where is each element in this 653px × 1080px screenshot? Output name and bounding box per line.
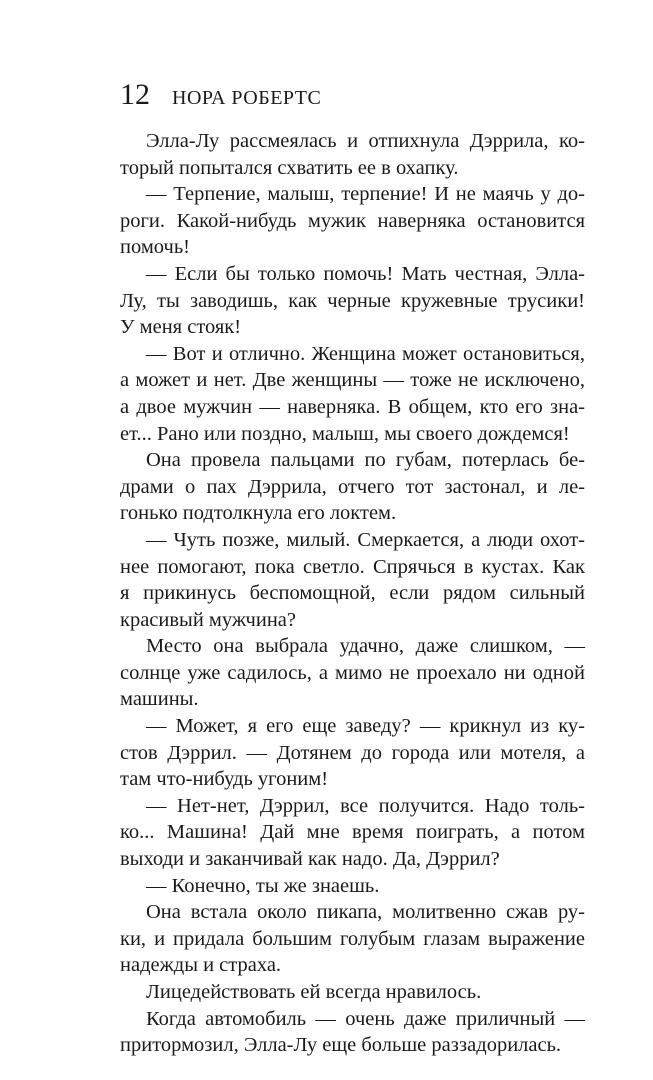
paragraph bbox=[120, 527, 585, 633]
text-line: а двое мужчин — наверняка. В общем, кто его зна- bbox=[120, 395, 585, 418]
text-line: драми о пах Дэррила, отчего тот застонал, и ле- bbox=[120, 475, 585, 498]
text-line: торый попытался схватить ее в охапку. bbox=[120, 156, 459, 179]
text-line: — Может, я его еще заведу? — крикнул из ку- bbox=[146, 715, 585, 738]
paragraph bbox=[120, 128, 585, 181]
text-line: Когда автомобиль — очень даже приличный — bbox=[146, 1007, 585, 1030]
text-line: ет... Рано или поздно, малыш, мы своего дождемся! bbox=[120, 422, 570, 445]
text-line: Лицедействовать ей всегда нравилось. bbox=[146, 981, 482, 1003]
text-line: ки, и придала большим голубым глазам выражение bbox=[120, 927, 585, 950]
paragraph bbox=[120, 793, 585, 873]
paragraph bbox=[120, 899, 585, 979]
text-line: — Если бы только помочь! Мать честная, Элла- bbox=[146, 262, 585, 285]
page-header bbox=[120, 78, 321, 112]
text-line: солнце уже садилось, а мимо не проехало ни одной bbox=[120, 661, 585, 684]
text-line: роги. Какой-нибудь мужик наверняка остановится bbox=[120, 209, 585, 232]
text-line: — Вот и отлично. Женщина может остановиться, bbox=[146, 342, 585, 365]
paragraph bbox=[120, 1006, 585, 1059]
body-text bbox=[120, 128, 585, 1059]
text-line: ко... Машина! Дай мне время поиграть, а потом bbox=[120, 821, 585, 844]
page-number: 12 bbox=[120, 78, 150, 111]
paragraph bbox=[120, 181, 585, 261]
text-line: там что-нибудь угоним! bbox=[120, 768, 329, 791]
text-line: а может и нет. Две женщины — тоже не исключено, bbox=[120, 369, 585, 392]
text-line: Элла-Лу рассмеялась и отпихнула Дэррила, ко- bbox=[146, 130, 585, 152]
paragraph bbox=[120, 261, 585, 341]
paragraph bbox=[120, 873, 585, 900]
text-line: — Нет-нет, Дэррил, все получится. Надо толь- bbox=[146, 794, 585, 817]
text-line: машины. bbox=[120, 688, 199, 711]
text-line: У меня стояк! bbox=[120, 316, 242, 339]
text-line: Она провела пальцами по губам, потерлась бе- bbox=[146, 449, 585, 472]
text-line: притормозил, Элла-Лу еще больше раззадорилась. bbox=[120, 1034, 562, 1057]
running-title: НОРА РОБЕРТС bbox=[172, 87, 322, 109]
text-line: красивый мужчина? bbox=[120, 608, 296, 631]
text-line: нее помогают, пока светло. Спрячься в кустах. Как bbox=[120, 555, 585, 578]
paragraph bbox=[120, 633, 585, 713]
paragraph bbox=[120, 979, 585, 1006]
text-line: гонько подтолкнула его локтем. bbox=[120, 502, 397, 525]
paragraph bbox=[120, 447, 585, 527]
text-line: стов Дэррил. — Дотянем до города или мотеля, а bbox=[120, 741, 585, 764]
text-line: помочь! bbox=[120, 236, 191, 259]
text-line: Место она выбрала удачно, даже слишком, — bbox=[146, 635, 585, 658]
text-line: — Чуть позже, милый. Смеркается, а люди охот- bbox=[146, 528, 585, 551]
paragraph bbox=[120, 713, 585, 793]
text-line: — Терпение, малыш, терпение! И не маячь у до- bbox=[146, 183, 585, 206]
text-line: выходи и заканчивай как надо. Да, Дэррил? bbox=[120, 848, 500, 871]
text-line: — Конечно, ты же знаешь. bbox=[146, 874, 380, 897]
text-line: Лу, ты заводишь, как черные кружевные трусики! bbox=[120, 289, 585, 312]
paragraph bbox=[120, 341, 585, 447]
text-line: я прикинусь беспомощной, если рядом сильный bbox=[120, 582, 585, 605]
text-line: Она встала около пикапа, молитвенно сжав ру- bbox=[146, 901, 585, 924]
text-line: надежды и страха. bbox=[120, 954, 282, 977]
